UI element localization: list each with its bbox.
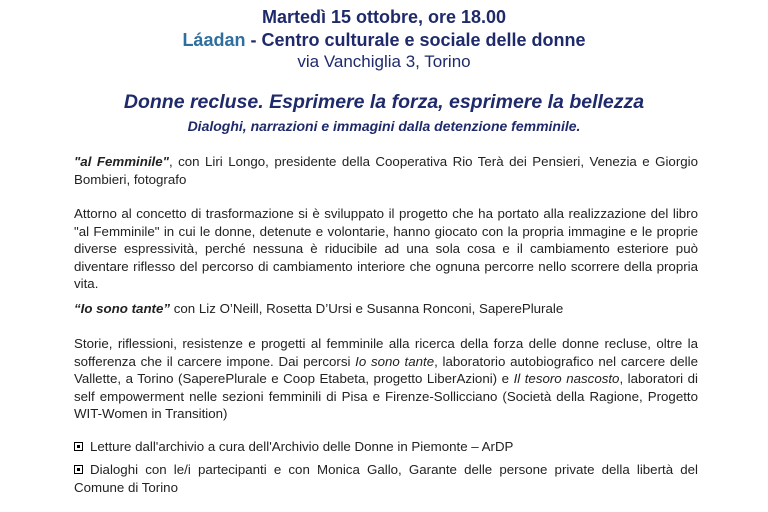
section2-desc-part: Storie, riflessioni, resistenze e progetti al femminile alla ricerca della forza delle donne recluse, oltre la sofferenza che il carcere impone. Dai percorsi [74,336,698,369]
section2-speakers: con Liz O’Neill, Rosetta D’Ursi e Susanna Ronconi, SaperePlurale [170,301,564,316]
event-venue [0,30,768,51]
section2-description [74,335,698,423]
section2-intro [74,300,698,318]
venue-description: - Centro culturale e sociale delle donne [245,30,586,50]
bullet-text: Letture dall'archivio a cura dell'Archivio delle Donne in Piemonte – ArDP [90,439,514,454]
section1-intro [74,153,698,188]
section2-desc-italic: Il tesoro nascosto [513,371,620,386]
section1-name: "al Femminile" [74,154,169,169]
section2-desc-italic: Io sono tante [355,353,435,369]
event-subtitle: Dialoghi, narrazioni e immagini dalla detenzione femminile. [187,118,581,134]
bullet-item [74,438,698,456]
event-title: Donne recluse. Esprimere la forza, esprimere la bellezza [123,91,645,113]
section2-desc-part: , laboratorio autobiografico nel carcere delle Vallette, a Torino (SaperePlurale e Coop Etabeta, progetto LiberAzioni) e [74,353,698,386]
section2-name: “Io sono tante” [74,301,171,316]
section1-speakers: , con Liri Longo, presidente della Cooperativa Rio Terà dei Pensieri, Venezia e Giorgio Bombieri, fotografo [74,154,698,187]
section1-description: Attorno al concetto di trasformazione si è sviluppato il progetto che ha portato alla realizzazione del libro "al Femminile" in cui le donne, detenute e volontarie, hanno giocato con la propria immagine e le proprie diverse espressività, perché nessuna è riducibile ad una sola cosa e il cambiamento esteriore può diventare riflesso del percorso di cambiamento interiore che ognuna percorre nello scorrere della propria vita. [74,206,698,291]
bullet-text: Dialoghi con le/i partecipanti e con Monica Gallo, Garante delle persone private della libertà del Comune di Torino [74,462,698,495]
venue-name: Láadan [182,30,246,50]
event-address: via Vanchiglia 3, Torino [297,52,471,71]
bullet-item [74,461,698,496]
section2-desc-part: , laboratori di self empowerment nelle sezioni femminili di Pisa e Firenze-Sollicciano (Società della Ragione, Progetto WIT-Women in Transition) [74,371,698,421]
square-bullet-icon [74,465,83,474]
event-date: Martedì 15 ottobre, ore 18.00 [261,7,507,27]
square-bullet-icon [74,442,83,451]
